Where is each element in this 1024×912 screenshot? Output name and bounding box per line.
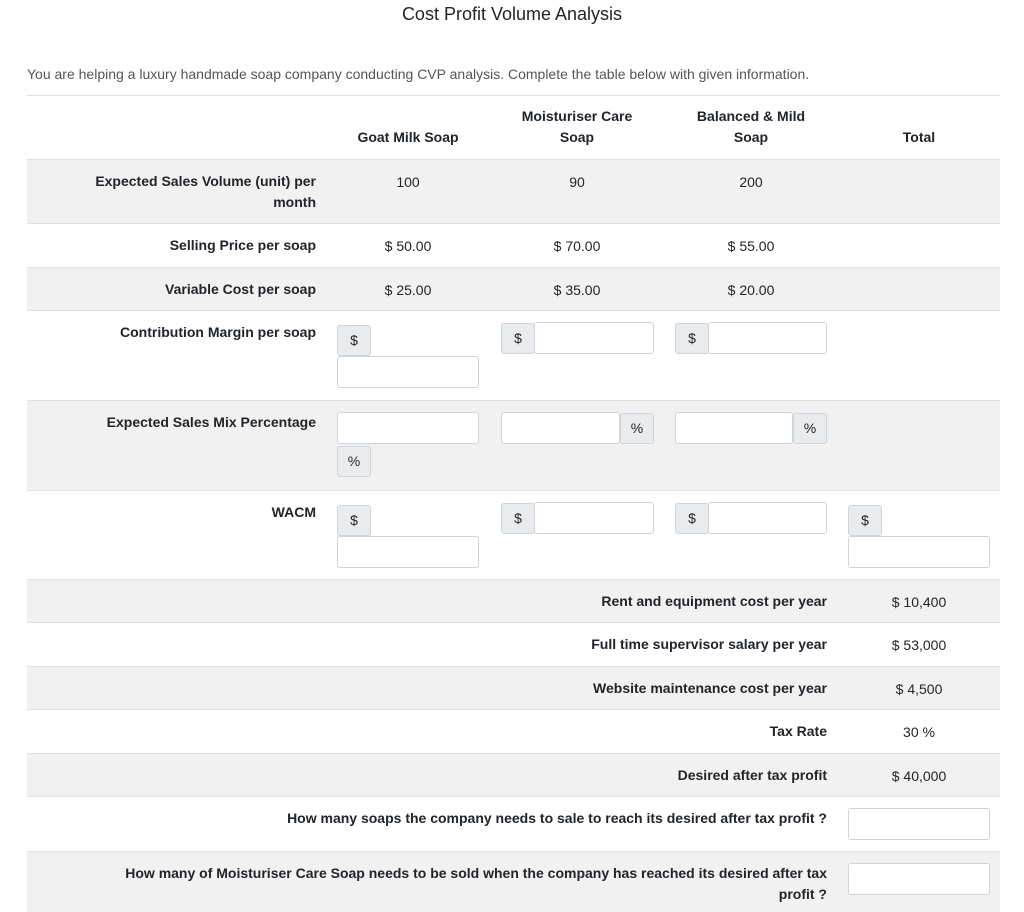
label-line: month — [273, 194, 316, 210]
percent-addon: % — [337, 446, 371, 477]
row-label-rent: Rent and equipment cost per year — [601, 593, 827, 609]
row-label-website-maintenance: Website maintenance cost per year — [593, 680, 827, 696]
instructions-text: You are helping a luxury handmade soap company conducting CVP analysis. Complete the table below with given information. — [27, 66, 810, 82]
value-goat-milk-variable: $ 25.00 — [384, 282, 432, 298]
table-row-selling-price — [27, 224, 1000, 268]
goat-milk-wacm-input[interactable] — [337, 536, 479, 568]
page-title: Cost Profit Volume Analysis — [401, 4, 623, 24]
dollar-addon: $ — [675, 323, 709, 354]
goat-milk-mix-input[interactable] — [337, 412, 479, 444]
value-supervisor-salary: $ 53,000 — [891, 637, 947, 653]
row-label-supervisor-salary: Full time supervisor salary per year — [591, 636, 827, 652]
value-balanced-variable: $ 20.00 — [727, 282, 775, 298]
moisturiser-cm-input[interactable] — [534, 322, 654, 354]
header-line: Moisturiser Care — [521, 108, 633, 124]
header-total: Total — [902, 129, 936, 145]
row-label-sales-volume — [37, 171, 316, 213]
dollar-addon: $ — [675, 503, 709, 534]
table-row-sales-mix — [27, 401, 1000, 491]
value-moisturiser-variable: $ 35.00 — [553, 282, 601, 298]
question-line: profit ? — [778, 886, 827, 902]
percent-addon: % — [620, 413, 654, 444]
row-label-wacm: WACM — [271, 504, 316, 520]
total-wacm-input[interactable] — [848, 536, 990, 568]
balanced-mix-input[interactable] — [675, 412, 793, 444]
table-header-row — [27, 96, 1000, 160]
dollar-addon: $ — [501, 503, 535, 534]
goat-milk-cm-input[interactable] — [337, 356, 479, 388]
table-row-question-total-soaps — [27, 797, 1000, 852]
row-label-contribution-margin: Contribution Margin per soap — [120, 324, 316, 340]
dollar-addon: $ — [848, 505, 882, 536]
value-rent: $ 10,400 — [891, 594, 947, 610]
header-moisturiser-care-soap — [501, 106, 653, 148]
value-moisturiser-volume: 90 — [569, 174, 585, 190]
question-moisturiser-units — [37, 863, 827, 905]
table-row-tax-rate — [27, 710, 1000, 754]
moisturiser-wacm-input[interactable] — [534, 502, 654, 534]
table-row-wacm — [27, 491, 1000, 580]
value-tax-rate: 30 % — [903, 724, 935, 740]
value-website-maintenance: $ 4,500 — [895, 681, 943, 697]
value-balanced-volume: 200 — [739, 174, 763, 190]
header-goat-milk-soap: Goat Milk Soap — [357, 129, 459, 145]
value-moisturiser-price: $ 70.00 — [553, 238, 601, 254]
label-line: Expected Sales Volume (unit) per — [95, 173, 316, 189]
row-label-desired-profit: Desired after tax profit — [677, 767, 827, 783]
table-row-website-maintenance — [27, 667, 1000, 710]
header-balanced-mild-soap — [675, 106, 827, 148]
table-row-question-moisturiser — [27, 852, 1000, 912]
row-label-tax-rate: Tax Rate — [769, 723, 827, 739]
moisturiser-units-answer-input[interactable] — [848, 863, 990, 895]
balanced-cm-input[interactable] — [708, 322, 827, 354]
balanced-wacm-input[interactable] — [708, 502, 827, 534]
header-line: Soap — [559, 129, 595, 145]
table-row-contribution-margin — [27, 311, 1000, 401]
header-line: Balanced & Mild — [696, 108, 806, 124]
row-label-variable-cost: Variable Cost per soap — [165, 281, 316, 297]
table-row-sales-volume — [27, 160, 1000, 224]
value-desired-profit: $ 40,000 — [891, 768, 947, 784]
table-row-rent — [27, 580, 1000, 623]
row-label-sales-mix: Expected Sales Mix Percentage — [106, 414, 316, 430]
question-total-soaps: How many soaps the company needs to sale to reach its desired after tax profit ? — [287, 810, 827, 826]
value-balanced-price: $ 55.00 — [727, 238, 775, 254]
table-row-variable-cost — [27, 268, 1000, 311]
moisturiser-mix-input[interactable] — [501, 412, 620, 444]
value-goat-milk-volume: 100 — [396, 174, 420, 190]
dollar-addon: $ — [337, 505, 371, 536]
question-line: How many of Moisturiser Care Soap needs to be sold when the company has reached its desired after tax — [125, 865, 827, 881]
table-row-desired-profit — [27, 754, 1000, 797]
header-line: Soap — [733, 129, 769, 145]
table-row-supervisor-salary — [27, 623, 1000, 667]
total-soaps-answer-input[interactable] — [848, 808, 990, 840]
value-goat-milk-price: $ 50.00 — [384, 238, 432, 254]
dollar-addon: $ — [501, 323, 535, 354]
dollar-addon: $ — [337, 325, 371, 356]
row-label-selling-price: Selling Price per soap — [169, 237, 316, 253]
percent-addon: % — [793, 413, 827, 444]
